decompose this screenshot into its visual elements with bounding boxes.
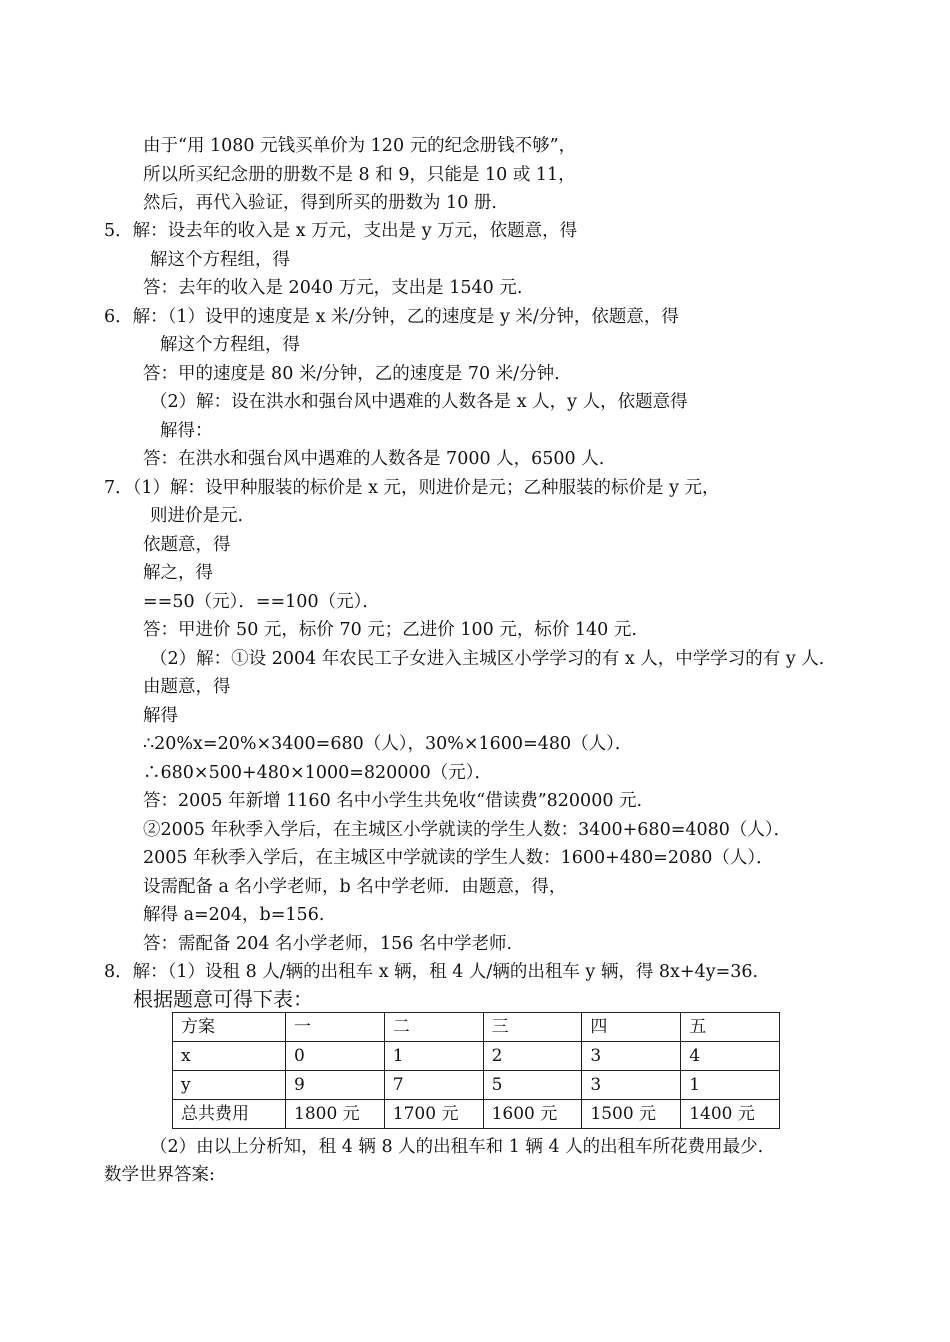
table-cell: 总共费用 bbox=[173, 1100, 286, 1129]
text-line: 数学世界答案: bbox=[104, 1165, 215, 1185]
table-row bbox=[173, 1071, 780, 1100]
table-cell: 二 bbox=[384, 1013, 483, 1042]
text-line: 然后，再代入验证，得到所买的册数为 10 册. bbox=[143, 193, 497, 213]
table-cell: 7 bbox=[384, 1071, 483, 1100]
table-cell: 三 bbox=[483, 1013, 582, 1042]
text-line: 设需配备 a 名小学老师，b 名中学老师．由题意，得， bbox=[143, 877, 567, 897]
table-cell: 1400 元 bbox=[681, 1100, 780, 1129]
text-line: 答：去年的收入是 2040 万元，支出是 1540 元. bbox=[143, 278, 523, 298]
text-line: （2）解：①设 2004 年农民工子女进入主城区小学学习的有 x 人，中学学习的有 y 人. bbox=[150, 649, 825, 669]
table-cell: 方案 bbox=[173, 1013, 286, 1042]
text-line: 依题意，得 bbox=[143, 535, 231, 555]
text-line: （2）由以上分析知，租 4 辆 8 人的出租车和 1 辆 4 人的出租车所花费用最少. bbox=[150, 1137, 764, 1157]
table-cell: y bbox=[173, 1071, 286, 1100]
text-line: 6．解：（1）设甲的速度是 x 米/分钟，乙的速度是 y 米/分钟，依题意，得 bbox=[104, 307, 679, 327]
table-cell: 1600 元 bbox=[483, 1100, 582, 1129]
text-line: 解得 a=204，b=156. bbox=[143, 905, 325, 925]
text-line: ∴680×500+480×1000=820000（元）． bbox=[143, 763, 492, 783]
text-line: 答：甲的速度是 80 米/分钟，乙的速度是 70 米/分钟. bbox=[143, 364, 560, 384]
text-line: 8．解：（1）设租 8 人/辆的出租车 x 辆，租 4 人/辆的出租车 y 辆，得 8x+4y=36. bbox=[104, 962, 759, 982]
text-line: 答：在洪水和强台风中遇难的人数各是 7000 人，6500 人. bbox=[143, 449, 605, 469]
table-cell: 1500 元 bbox=[582, 1100, 681, 1129]
table-cell: 1800 元 bbox=[286, 1100, 385, 1129]
text-line: 则进价是元. bbox=[150, 506, 244, 526]
text-line: 答：需配备 204 名小学老师，156 名中学老师. bbox=[143, 934, 513, 954]
text-line: 由题意，得 bbox=[143, 677, 231, 697]
text-line: 答：甲进价 50 元，标价 70 元；乙进价 100 元，标价 140 元. bbox=[143, 620, 637, 640]
table-cell: 0 bbox=[286, 1042, 385, 1071]
table-cell: 一 bbox=[286, 1013, 385, 1042]
table-intro: 根据题意可得下表： bbox=[133, 987, 313, 1011]
table-cell: 5 bbox=[483, 1071, 582, 1100]
table-cell: 3 bbox=[582, 1042, 681, 1071]
text-line: 2005 年秋季入学后，在主城区中学就读的学生人数：1600+480=2080（人）． bbox=[143, 848, 774, 868]
table-cell: x bbox=[173, 1042, 286, 1071]
table-cell: 五 bbox=[681, 1013, 780, 1042]
table-row bbox=[173, 1042, 780, 1071]
table-cell: 2 bbox=[483, 1042, 582, 1071]
table-cell: 4 bbox=[681, 1042, 780, 1071]
text-line: 解得 bbox=[143, 706, 178, 726]
text-line: 7．（1）解：设甲种服装的标价是 x 元，则进价是元；乙种服装的标价是 y 元， bbox=[104, 478, 720, 498]
table-cell: 1 bbox=[384, 1042, 483, 1071]
text-line: 5．解：设去年的收入是 x 万元，支出是 y 万元，依题意，得 bbox=[104, 221, 578, 241]
text-line: 解之，得 bbox=[143, 563, 213, 583]
text-line: 解得： bbox=[160, 421, 213, 441]
table-cell: 1 bbox=[681, 1071, 780, 1100]
table-cell: 四 bbox=[582, 1013, 681, 1042]
table-cell: 1700 元 bbox=[384, 1100, 483, 1129]
text-line: 答：2005 年新增 1160 名中小学生共免收“借读费”820000 元. bbox=[143, 791, 643, 811]
text-line: ==50（元）．==100（元）． bbox=[143, 592, 380, 612]
text-line: ②2005 年秋季入学后，在主城区小学就读的学生人数：3400+680=4080（人）． bbox=[143, 820, 792, 840]
table-cell: 9 bbox=[286, 1071, 385, 1100]
text-line: 解这个方程组，得 bbox=[160, 335, 300, 355]
text-line: ∴20%x=20%×3400=680（人），30%×1600=480（人）． bbox=[143, 734, 633, 754]
text-line: 由于“用 1080 元钱买单价为 120 元的纪念册钱不够”， bbox=[143, 136, 577, 156]
plan-table bbox=[172, 1012, 780, 1129]
text-line: （2）解：设在洪水和强台风中遇难的人数各是 x 人，y 人，依题意得 bbox=[150, 392, 688, 412]
text-line: 所以所买纪念册的册数不是 8 和 9，只能是 10 或 11， bbox=[143, 165, 576, 185]
table-row bbox=[173, 1100, 780, 1129]
text-line: 解这个方程组，得 bbox=[150, 250, 290, 270]
table-header-row bbox=[173, 1013, 780, 1042]
table-cell: 3 bbox=[582, 1071, 681, 1100]
